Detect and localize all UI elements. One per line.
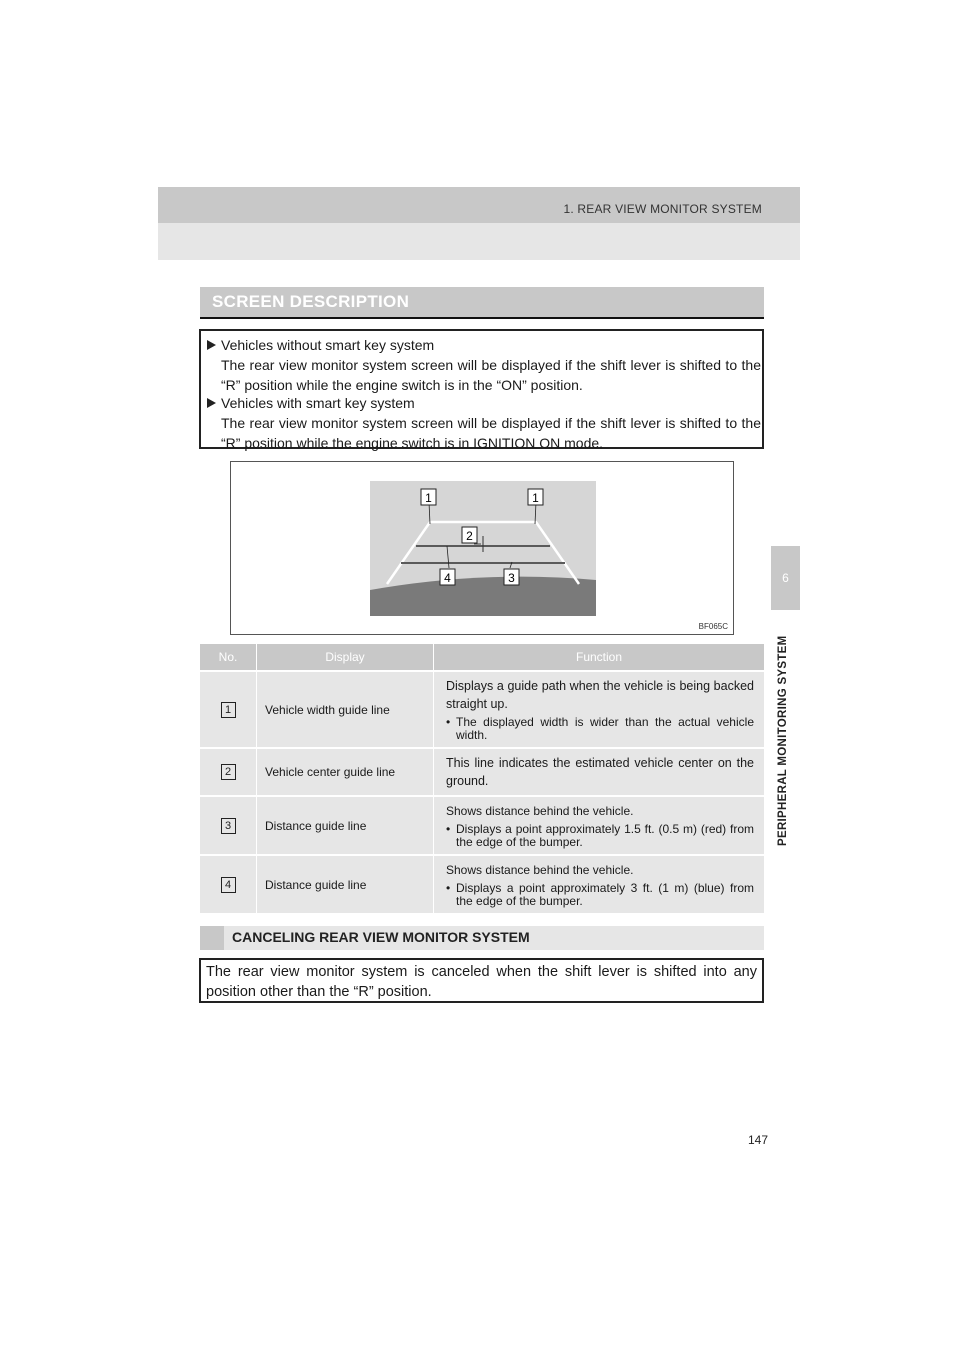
- display-name: Distance guide line: [257, 796, 434, 855]
- table-row: [200, 671, 764, 748]
- column-header: Display: [257, 644, 434, 671]
- function-cell: [434, 748, 765, 796]
- condition-body: The rear view monitor system screen will be displayed if the shift lever is shifted to the “R” position while the engine switch is in IGNITION ON mode.: [221, 415, 761, 451]
- function-bullet: • The displayed width is wider than the actual vehicle width.: [446, 715, 754, 742]
- function-cell: [434, 855, 765, 913]
- table-row: [200, 796, 764, 855]
- section-heading: SCREEN DESCRIPTION: [212, 292, 410, 311]
- function-description: This line indicates the estimated vehicle center on the ground.: [446, 756, 754, 788]
- function-description: Displays a guide path when the vehicle is being backed straight up.: [446, 679, 754, 711]
- function-bullet: • Displays a point approximately 3 ft. (1 m) (blue) from the edge of the bumper.: [446, 881, 754, 908]
- item-number-box: 1: [221, 702, 236, 718]
- callout-label: 1: [532, 491, 539, 505]
- display-name: Vehicle center guide line: [257, 748, 434, 796]
- header-band: [158, 223, 800, 260]
- canceling-text-box: The rear view monitor system is canceled when the shift lever is shifted into any position other than the “R” position.: [199, 958, 764, 1003]
- running-header-title: 1. REAR VIEW MONITOR SYSTEM: [563, 202, 762, 216]
- item-number-box: 3: [221, 818, 236, 834]
- subsection-heading: CANCELING REAR VIEW MONITOR SYSTEM: [232, 929, 530, 945]
- triangle-bullet-icon: [207, 398, 216, 408]
- heading-marker: [200, 926, 224, 950]
- item-number-box: 2: [221, 764, 236, 780]
- column-header: Function: [434, 644, 765, 671]
- condition-body: The rear view monitor system screen will be displayed if the shift lever is shifted to the “R” position while the engine switch is in the “ON” position.: [221, 357, 761, 393]
- table-row: [200, 748, 764, 796]
- chapter-number-tab: 6: [771, 546, 800, 610]
- conditions-box: [199, 329, 764, 449]
- chapter-title-vertical: PERIPHERAL MONITORING SYSTEM: [777, 635, 789, 846]
- figure-code: BF065C: [698, 622, 728, 631]
- callout-label: 3: [508, 571, 515, 585]
- guide-lines-table: [200, 644, 764, 913]
- table-header-row: [200, 644, 764, 671]
- function-description: Shows distance behind the vehicle.: [446, 804, 634, 818]
- column-header: No.: [200, 644, 257, 671]
- function-description: Shows distance behind the vehicle.: [446, 863, 634, 877]
- item-number-box: 4: [221, 877, 236, 893]
- triangle-bullet-icon: [207, 340, 216, 350]
- condition-title: Vehicles with smart key system: [221, 395, 415, 411]
- table-row: [200, 855, 764, 913]
- page-number: 147: [748, 1133, 769, 1147]
- running-header: [158, 187, 800, 223]
- callout-label: 4: [444, 571, 451, 585]
- section-heading-bar: [200, 287, 764, 319]
- function-cell: [434, 671, 765, 748]
- monitor-screen-figure: [230, 461, 734, 635]
- subsection-heading-bar: [200, 926, 764, 950]
- callout-label: 2: [466, 529, 473, 543]
- display-name: Distance guide line: [257, 855, 434, 913]
- condition-title: Vehicles without smart key system: [221, 337, 435, 353]
- callout-label: 1: [425, 491, 432, 505]
- monitor-screen-illustration: [231, 462, 733, 634]
- function-bullet: • Displays a point approximately 1.5 ft. (0.5 m) (red) from the edge of the bumper.: [446, 822, 754, 849]
- function-cell: [434, 796, 765, 855]
- display-name: Vehicle width guide line: [257, 671, 434, 748]
